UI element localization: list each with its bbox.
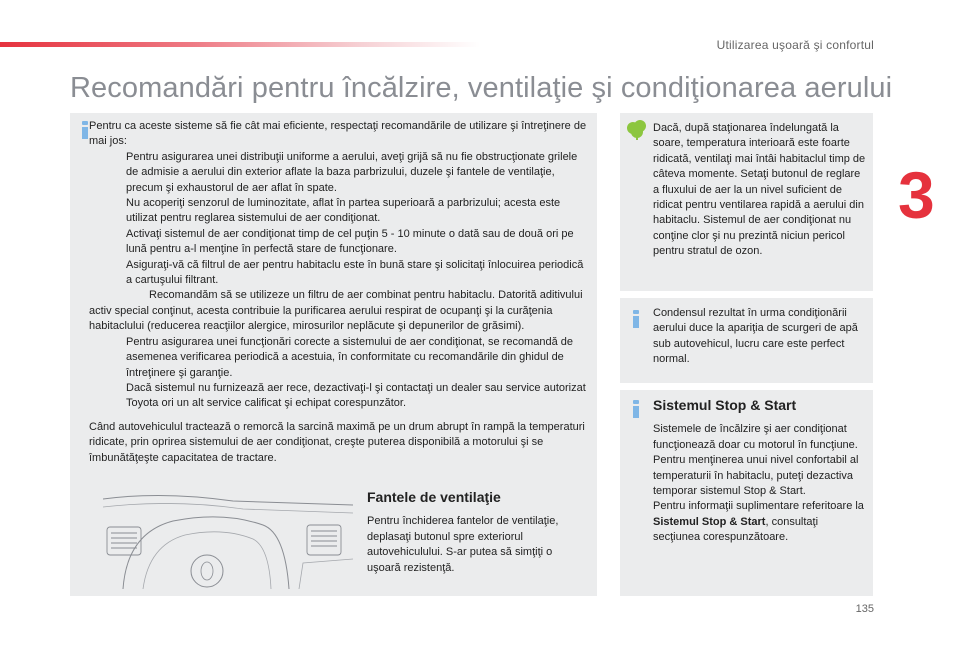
- eco-tip-text: Dacă, după staţionarea îndelungată la soare, temperatura interioară este foarte ridicată, ventilaţi mai întâi habitaclul timp de câteva momente. Setaţi butonul de reglare a fluxului de aer la un nivel suficient de ridicat pentru ventilarea rapidă a aerului din habitaclu. Sistemul de aer condiţionat nu conţine clor şi nu prezintă niciun pericol pentru stratul de ozon.: [653, 122, 866, 258]
- leaf-icon: [626, 119, 648, 141]
- condensation-panel: [620, 298, 873, 383]
- stop-start-reference: Pentru informaţii suplimentare referitoare la Sistemul Stop & Start, consultaţi secţiunea corespunzătoare.: [653, 500, 864, 544]
- eco-tip-panel: [620, 113, 873, 291]
- towing-text: Când autovehiculul tractează o remorcă la sarcină maximă pe un drum abrupt în rampă la temperaturi ridicate, prin oprirea sistemului de aer condiţionat, creşte puterea disponibilă a motorului şi se îmbunătăţeşte capacitatea de tractare.: [89, 420, 585, 464]
- list-item: Asiguraţi-vă că filtrul de aer pentru habitaclu este în bună stare şi solicitaţi înlocuirea periodică a cartuşului filtrant.: [126, 258, 584, 287]
- stop-start-link-text: Sistemul Stop & Start: [653, 515, 766, 528]
- list-item: Pentru asigurarea unei distribuţii uniforme a aerului, aveţi grijă să nu fie obstrucţionate grilele de admisie a aerului din exterior aflate la baza parbrizului, duzele şi fantele de ventilaţie, precum şi exhaustorul de aer aflat în spate.: [126, 150, 578, 194]
- page-title: Recomandări pentru încălzire, ventilaţie şi condiţionarea aerului: [70, 72, 893, 104]
- stop-start-panel: [620, 390, 873, 596]
- stop-start-section: [653, 398, 867, 546]
- chapter-number: 3: [898, 158, 935, 232]
- filter-recommendation: Recomandăm să se utilizeze un filtru de aer combinat pentru habitaclu. Datorită aditivului activ special conţinut, acesta contribuie la purificarea aerului respirat de ocupanţi şi la curăţenia habitaclului (reducerea reacţiilor alergice, mirosurilor neplăcute şi depunerilor de grăsimi).: [89, 289, 583, 333]
- list-item: Nu acoperiţi senzorul de luminozitate, aflat în partea superioară a parbrizului; acesta este utilizat pentru reglarea sistemului de aer condiţionat.: [126, 197, 561, 225]
- list-item: Dacă sistemul nu furnizează aer rece, dezactivaţi-l şi contactaţi un dealer sau service autorizat Toyota ori un alt service calificat şi echipat corespunzător.: [126, 381, 586, 410]
- info-icon: [631, 400, 641, 418]
- intro-text: Pentru ca aceste sisteme să fie cât mai eficiente, respectaţi recomandările de utilizare şi întreţinere de mai jos:: [89, 120, 587, 148]
- stop-start-text: Pentru menţinerea unui nivel confortabil al temperaturii în habitaclu, puteţi dezactiva temporar sistemul Stop & Start.: [653, 454, 859, 498]
- list-item: Activaţi sistemul de aer condiţionat timp de cel puţin 5 - 10 minute o dată sau de două ori pe lună pentru a-l menţine în perfectă stare de funcţionare.: [126, 227, 574, 256]
- condensation-text: Condensul rezultat în urma condiţionării aerului duce la apariţia de scurgeri de apă sub autovehicul, lucru care este perfect normal.: [653, 307, 858, 366]
- list-item: Pentru asigurarea unei funcţionări corecte a sistemului de aer condiţionat, se recomandă de asemenea verificarea periodică a acestuia, în conformitate cu recomandările din ghidul de întreţinere şi garanţie.: [126, 335, 573, 379]
- vents-text: Pentru închiderea fantelor de ventilaţie, deplasaţi butonul spre exteriorul autovehiculului. S-ar putea să simţiţi o uşoară rezistenţă.: [367, 515, 559, 574]
- recommendations-panel: [70, 113, 597, 596]
- vents-title: Fantele de ventilaţie: [367, 489, 501, 505]
- section-header: Utilizarea uşoară şi confortul: [716, 38, 874, 52]
- recommendations-text: [89, 119, 589, 466]
- header-accent-bar: [0, 42, 480, 47]
- info-icon: [631, 310, 641, 328]
- stop-start-title: Sistemul Stop & Start: [653, 397, 797, 413]
- vents-section: [367, 490, 582, 576]
- stop-start-text: Sistemele de încălzire şi aer condiţionat funcţionează doar cu motorul în funcţiune.: [653, 423, 858, 451]
- dashboard-vents-illustration: [103, 493, 353, 589]
- page-number: 135: [855, 603, 874, 615]
